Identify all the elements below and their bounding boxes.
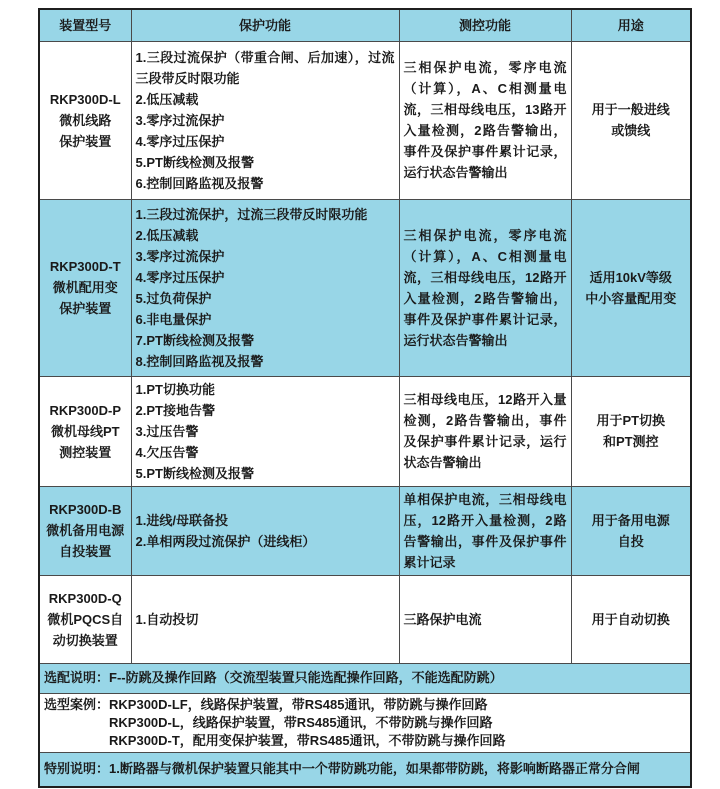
protection-item: 4.欠压告警 [135, 444, 199, 460]
header-cell-protection: 保护功能 [131, 9, 399, 41]
protection-cell [131, 199, 399, 376]
measurement-cell: 三路保护电流 [399, 575, 571, 663]
protection-item: 3.过压告警 [135, 423, 199, 439]
special-note-cell [39, 752, 691, 787]
protection-cell [131, 486, 399, 575]
protection-item: 1.进线/母联备投 [135, 512, 228, 528]
usage-line: 适用10kV等级 [589, 269, 672, 285]
model-line: 微机线路 [59, 112, 112, 128]
table-header-row [39, 9, 691, 41]
model-cell [39, 575, 131, 663]
protection-item: 5.PT断线检测及报警 [135, 154, 254, 170]
model-line: 测控装置 [59, 444, 112, 460]
protection-item: 1.三段过流保护（带重合闸、后加速），过流三段带反时限功能 [135, 49, 395, 86]
model-line: 微机备用电源 [46, 523, 125, 538]
special-note-text: 特别说明：1.断路器与微机保护装置只能其中一个带防跳功能，如果都带防跳，将影响断路器正常分合闸 [44, 761, 640, 777]
header-cell-model: 装置型号 [39, 9, 131, 41]
protection-cell [131, 575, 399, 663]
note-row-examples [39, 693, 691, 752]
optional-note-text: 选配说明：F--防跳及操作回路（交流型装置只能选配操作回路，不能选配防跳） [44, 670, 503, 685]
note-row-optional [39, 663, 691, 693]
usage-cell [571, 41, 691, 199]
model-line: RKP300D-T [49, 259, 121, 274]
model-line: 微机配用变 [52, 280, 118, 295]
model-line: RKP300D-B [49, 502, 122, 517]
protection-item: 6.控制回路监视及报警 [135, 175, 264, 191]
protection-item: 3.零序过流保护 [135, 112, 225, 128]
measurement-cell: 三相保护电流，零序电流（计算），A、C相测量电流，三相母线电压，13路开入量检测，2路告警输出，事件及保护事件累计记录，运行状态告警输出 [399, 41, 571, 199]
measurement-cell: 三相母线电压，12路开入量检测，2路告警输出，事件及保护事件累计记录，运行状态告警输出 [399, 376, 571, 486]
protection-item: 5.过负荷保护 [135, 290, 212, 306]
protection-item: 2.低压减载 [135, 91, 199, 107]
protection-item: 1.自动投切 [135, 611, 199, 627]
model-line: RKP300D-Q [48, 590, 122, 606]
model-cell [39, 376, 131, 486]
table-row-rkp300d-t [39, 199, 691, 376]
header-cell-measurement: 测控功能 [399, 9, 571, 41]
table-row-rkp300d-l [39, 41, 691, 199]
usage-line: 用于备用电源 [591, 512, 670, 528]
header-cell-usage: 用途 [571, 9, 691, 41]
model-cell [39, 486, 131, 575]
usage-cell [571, 376, 691, 486]
model-cell [39, 41, 131, 199]
optional-note-cell [39, 663, 691, 693]
usage-line: 用于PT切换 [596, 413, 666, 428]
measurement-cell: 单相保护电流，三相母线电压，12路开入量检测，2路告警输出，事件及保护事件累计记录 [399, 486, 571, 575]
usage-line: 用于一般进线 [591, 102, 670, 117]
usage-line: 自投 [617, 533, 644, 549]
protection-cell [131, 376, 399, 486]
model-line: 保护装置 [59, 301, 112, 316]
model-line: RKP300D-L [49, 91, 121, 107]
protection-item: 2.PT接地告警 [135, 402, 215, 418]
protection-item: 6.非电量保护 [135, 311, 212, 327]
protection-item: 2.单相两段过流保护（进线柜） [135, 533, 316, 549]
table-row-rkp300d-b [39, 486, 691, 575]
protection-item: 1.三段过流保护，过流三段带反时限功能 [135, 206, 368, 222]
example-line: RKP300D-L，线路保护装置，带RS485通讯，不带防跳与操作回路 [109, 714, 493, 730]
usage-line: 中小容量配用变 [585, 290, 677, 306]
table-row-rkp300d-q [39, 575, 691, 663]
model-line: 微机PQCS自 [47, 611, 124, 627]
usage-cell [571, 199, 691, 376]
protection-item: 7.PT断线检测及报警 [135, 332, 254, 348]
usage-cell [571, 575, 691, 663]
examples-note-cell [39, 693, 691, 752]
model-line: 自投装置 [59, 544, 112, 559]
note-row-special [39, 752, 691, 787]
usage-line: 或馈线 [611, 123, 651, 138]
model-line: 保护装置 [59, 133, 112, 149]
model-cell [39, 199, 131, 376]
measurement-cell: 三相保护电流，零序电流（计算），A、C相测量电流，三相母线电压，12路开入量检测，2路告警输出，事件及保护事件累计记录，运行状态告警输出 [399, 199, 571, 376]
protection-item: 4.零序过压保护 [135, 269, 225, 285]
device-spec-table [38, 8, 692, 788]
model-line: 动切换装置 [52, 632, 118, 648]
protection-item: 2.低压减载 [135, 227, 199, 243]
protection-item: 8.控制回路监视及报警 [135, 353, 264, 369]
example-line: RKP300D-LF，线路保护装置，带RS485通讯，带防跳与操作回路 [109, 696, 488, 712]
example-line: RKP300D-T，配用变保护装置，带RS485通讯，不带防跳与操作回路 [109, 732, 506, 748]
protection-item: 1.PT切换功能 [135, 381, 215, 397]
protection-cell [131, 41, 399, 199]
model-line: RKP300D-P [49, 402, 122, 418]
protection-item: 3.零序过流保护 [135, 248, 225, 264]
model-line: 微机母线PT [50, 423, 120, 439]
usage-cell [571, 486, 691, 575]
examples-label: 选型案例： [44, 696, 110, 712]
usage-line: 用于自动切换 [591, 611, 670, 627]
usage-line: 和PT测控 [602, 434, 659, 449]
table-row-rkp300d-p [39, 376, 691, 486]
protection-item: 5.PT断线检测及报警 [135, 465, 254, 481]
protection-item: 4.零序过压保护 [135, 133, 225, 149]
